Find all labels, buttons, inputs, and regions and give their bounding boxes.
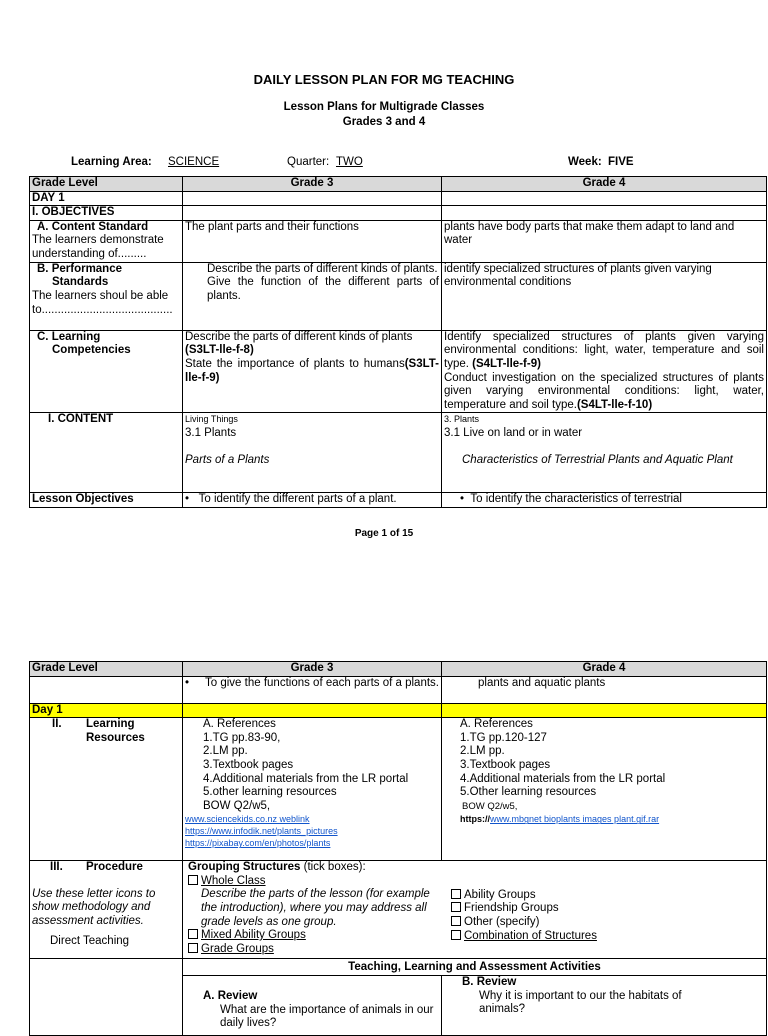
mixed-ability-checkbox[interactable] bbox=[188, 929, 198, 939]
whole-class-checkbox[interactable] bbox=[188, 875, 198, 885]
competency-g4-2: Conduct investigation on the specialized structures of plants given varying environmental conditions: light, water, temperature and soil type. bbox=[444, 371, 764, 411]
page-number: Page 1 of 15 bbox=[354, 528, 414, 539]
lesson-objective-g3-cont: To give the functions of each parts of a plants. bbox=[205, 676, 439, 689]
link-pixabay[interactable]: https://pixabay.com/en/photos/plants bbox=[185, 838, 331, 849]
lesson-objective-g4-cont: plants and aquatic plants bbox=[442, 676, 767, 703]
document-title: DAILY LESSON PLAN FOR MG TEACHING bbox=[253, 72, 515, 87]
link-mbgnet[interactable]: www.mbgnet bioplants images plant.gif.rar bbox=[490, 814, 660, 825]
performance-label-2: Standards bbox=[52, 276, 109, 289]
g3-review-question: What are the importance of animals in our daily lives? bbox=[220, 1003, 434, 1030]
content-g3-topic: Living Things bbox=[185, 414, 238, 425]
performance-g3-2: Give the function of the different parts of plants. bbox=[207, 276, 439, 302]
lesson-objectives-label: Lesson Objectives bbox=[30, 493, 183, 508]
week-value: FIVE bbox=[608, 156, 634, 168]
content-standard-row bbox=[30, 220, 767, 262]
combination-checkbox[interactable] bbox=[451, 930, 461, 940]
performance-standard-row bbox=[30, 262, 767, 330]
g3-ref-textbook: 3.Textbook pages bbox=[203, 758, 294, 771]
content-g4-title: Characteristics of Terrestrial Plants and Aquatic Plant bbox=[462, 453, 733, 466]
g4-ref-bow: BOW Q2/w5, bbox=[462, 800, 518, 812]
ability-groups-checkbox[interactable] bbox=[451, 889, 461, 899]
day-label: DAY 1 bbox=[30, 191, 183, 206]
competency-g3-1: Describe the parts of different kinds of plants bbox=[185, 330, 413, 343]
document-grades: Grades 3 and 4 bbox=[342, 116, 426, 128]
ability-groups-option[interactable]: Ability Groups bbox=[451, 889, 597, 903]
competency-g4-1: Identify specialized structures of plants given varying environmental conditions: light, water, temperature and soil type. bbox=[444, 330, 764, 370]
whole-class-option[interactable]: Whole Class bbox=[188, 875, 444, 889]
mixed-ability-option[interactable]: Mixed Ability Groups bbox=[188, 929, 444, 943]
document-subtitle: Lesson Plans for Multigrade Classes bbox=[283, 101, 485, 113]
quarter-label: Quarter: bbox=[287, 156, 330, 168]
content-g4-subtopic: 3.1 Live on land or in water bbox=[444, 426, 583, 439]
week-label: Week: bbox=[568, 156, 602, 168]
header-grade-4: Grade 4 bbox=[442, 177, 767, 192]
lesson-plan-table-page1: Grade Level Grade 3 Grade 4 DAY 1 I. OBJECTIVES A. Content Standard The learners demonstrate understanding of......... The plant parts and their functions plants have body parts that make them adapt to land and water B. Performance Standards The learners shoul be able to......................................... Describe the parts of different kinds of plants. Give the function of the different parts of plants. identify specialized structures of plants given varying environmental conditions C. Learning Competencies Describe the parts of different kinds of plants (S3LT-lle-f-8) State the importance of plants to humans(S3LT-lle-f-9) Identify specialized structures of plants given varying environmental conditions: light, water, temperature and soil type. (S4LT-lle-f-9) Conduct investigation on the specialized structures of plants given varying environmental conditions: light, water, temperature and soil type.(S4LT-lle-f-10) I. CONTENT Living Things 3.1 Plants Parts of a Plants 3. Plants 3.1 Live on land or in water Characteristics of Terrestrial Plants and Aquatic Plant Lesson Objectives • To identify the different parts of a plant. • To identify the characteristics of terrestrial bbox=[29, 176, 767, 508]
link-sciencekids[interactable]: www.sciencekids.co.nz weblink bbox=[185, 814, 310, 825]
resources-row bbox=[30, 718, 767, 861]
link-infodik[interactable]: https://www.infodik.net/plants_pictures bbox=[185, 826, 338, 837]
other-option[interactable]: Other (specify) bbox=[451, 916, 597, 930]
header-grade-3: Grade 3 bbox=[183, 177, 442, 192]
g4-references: A. References bbox=[460, 718, 533, 731]
g3-ref-lr-portal: 4.Additional materials from the LR portal bbox=[203, 772, 409, 785]
tla-heading: Teaching, Learning and Assessment Activities bbox=[183, 959, 767, 976]
g3-ref-bow: BOW Q2/w5, bbox=[203, 799, 271, 812]
resources-num: II. bbox=[52, 718, 62, 731]
competency-g3-2: State the importance of plants to humans bbox=[185, 357, 405, 370]
performance-g4: identify specialized structures of plants given varying environmental conditions bbox=[442, 262, 767, 330]
g3-ref-other: 5.other learning resources bbox=[203, 786, 337, 799]
g3-review-label: A. Review bbox=[203, 990, 258, 1003]
content-g4-topic: 3. Plants bbox=[444, 414, 480, 425]
resources-label-2: Resources bbox=[86, 731, 145, 744]
quarter-value: TWO bbox=[336, 156, 363, 168]
g4-link-prefix: https:// bbox=[460, 814, 490, 825]
performance-desc: The learners shoul be able to......................................... bbox=[32, 289, 173, 316]
performance-g3-1: Describe the parts of different kinds of plants. bbox=[207, 262, 438, 275]
competency-g3-2-code: (S3LT-lle-f-9) bbox=[185, 357, 439, 384]
lesson-objective-g4: To identify the characteristics of terrestrial bbox=[470, 493, 682, 506]
content-standard-g4: plants have body parts that make them adapt to land and water bbox=[442, 220, 767, 262]
grouping-structures-label: Grouping Structures bbox=[188, 861, 301, 874]
performance-label: B. Performance bbox=[37, 262, 123, 275]
g4-ref-lm: 2.LM pp. bbox=[460, 745, 505, 758]
header-grade-level-2: Grade Level bbox=[30, 662, 183, 677]
content-standard-g3: The plant parts and their functions bbox=[183, 220, 442, 262]
g4-review-question: Why it is important to our the habitats of animals? bbox=[479, 989, 682, 1016]
g4-ref-other: 5.Other learning resources bbox=[460, 786, 597, 799]
competency-g4-1-code: (S4LT-lle-f-9) bbox=[468, 357, 541, 370]
objectives-heading: I. OBJECTIVES bbox=[30, 206, 183, 221]
content-standard-desc: The learners demonstrate understanding of......... bbox=[32, 234, 164, 260]
g3-references: A. References bbox=[203, 718, 276, 731]
content-heading: I. CONTENT bbox=[30, 413, 183, 493]
direct-teaching-label: Direct Teaching bbox=[50, 934, 130, 947]
lesson-plan-table-page2: Grade Level Grade 3 Grade 4 • To give the functions of each parts of a plants. plants and aquatic plants Day 1 II. Learning Resources A. References 1.TG pp.83-90, 2.LM pp. 3.Textbook pages 4.Additional materials from the LR portal 5.other learning resources BOW Q2/w5, www.sciencekids.co.nz weblink https://www.infodik.net/plants_pictures https://pixabay.com/en/photos/plants A. References 1.TG pp.120-127 2.LM pp. 3.Textbook pages 4.Additional materials from the LR portal 5.Other learning resources BOW Q2/w5, https://www.mbgnet bioplants images plant.gif.rar III. Procedure Use these letter icons to show methodology and assessment activities. Direct Teaching Grouping Structures (tick boxes): Whole Class Describe the parts of the lesson (for example the introduction), where you may address all grade levels as one group. Mixed Ability Groups Grade Groups Ability Groups Friendship Groups Other (specify) Combination of Structures Teaching, Learning and Assessment Activities A. Review What are the importance of animals in our daily lives? B. Review Why it is important to our the habitats of animals? bbox=[29, 661, 767, 1036]
combination-option[interactable]: Combination of Structures bbox=[451, 930, 597, 944]
procedure-row bbox=[30, 861, 767, 959]
competency-g3-1-code: (S3LT-lle-f-8) bbox=[185, 344, 254, 357]
procedure-label: Procedure bbox=[86, 861, 143, 874]
lesson-objective-g3: To identify the different parts of a plant. bbox=[198, 493, 397, 506]
resources-label: Learning bbox=[86, 718, 135, 731]
other-checkbox[interactable] bbox=[451, 916, 461, 926]
g3-ref-tg: 1.TG pp.83-90, bbox=[203, 731, 281, 744]
grade-groups-checkbox[interactable] bbox=[188, 943, 198, 953]
learning-area-label: Learning Area: bbox=[71, 156, 152, 168]
grade-groups-option[interactable]: Grade Groups bbox=[188, 943, 444, 957]
competency-g4-2-code: (S4LT-lle-f-10) bbox=[576, 398, 653, 411]
friendship-groups-option[interactable]: Friendship Groups bbox=[451, 902, 597, 916]
whole-class-desc: Describe the parts of the lesson (for example the introduction), where you may address all grade levels as one group. bbox=[201, 888, 430, 928]
grouping-hint: (tick boxes): bbox=[300, 861, 366, 874]
competencies-label: C. Learning bbox=[37, 330, 101, 343]
procedure-num: III. bbox=[50, 861, 63, 874]
day-label-2: Day 1 bbox=[30, 703, 183, 718]
procedure-desc: Use these letter icons to show methodology and assessment activities. bbox=[32, 887, 156, 927]
g4-ref-lr-portal: 4.Additional materials from the LR portal bbox=[460, 772, 666, 785]
learning-area-value: SCIENCE bbox=[168, 156, 220, 168]
content-row bbox=[30, 413, 767, 493]
header-grade-4-2: Grade 4 bbox=[442, 662, 767, 677]
competencies-row bbox=[30, 330, 767, 413]
content-standard-label: A. Content Standard bbox=[37, 220, 149, 233]
content-g3-subtopic: 3.1 Plants bbox=[185, 426, 237, 439]
g4-review-label: B. Review bbox=[462, 976, 517, 989]
g4-ref-textbook: 3.Textbook pages bbox=[460, 758, 551, 771]
g4-ref-tg: 1.TG pp.120-127 bbox=[460, 731, 547, 744]
friendship-groups-checkbox[interactable] bbox=[451, 902, 461, 912]
competencies-label-2: Competencies bbox=[52, 344, 131, 357]
header-grade-level: Grade Level bbox=[30, 177, 183, 192]
content-g3-title: Parts of a Plants bbox=[185, 453, 270, 466]
header-grade-3-2: Grade 3 bbox=[183, 662, 442, 677]
g3-ref-lm: 2.LM pp. bbox=[203, 745, 248, 758]
